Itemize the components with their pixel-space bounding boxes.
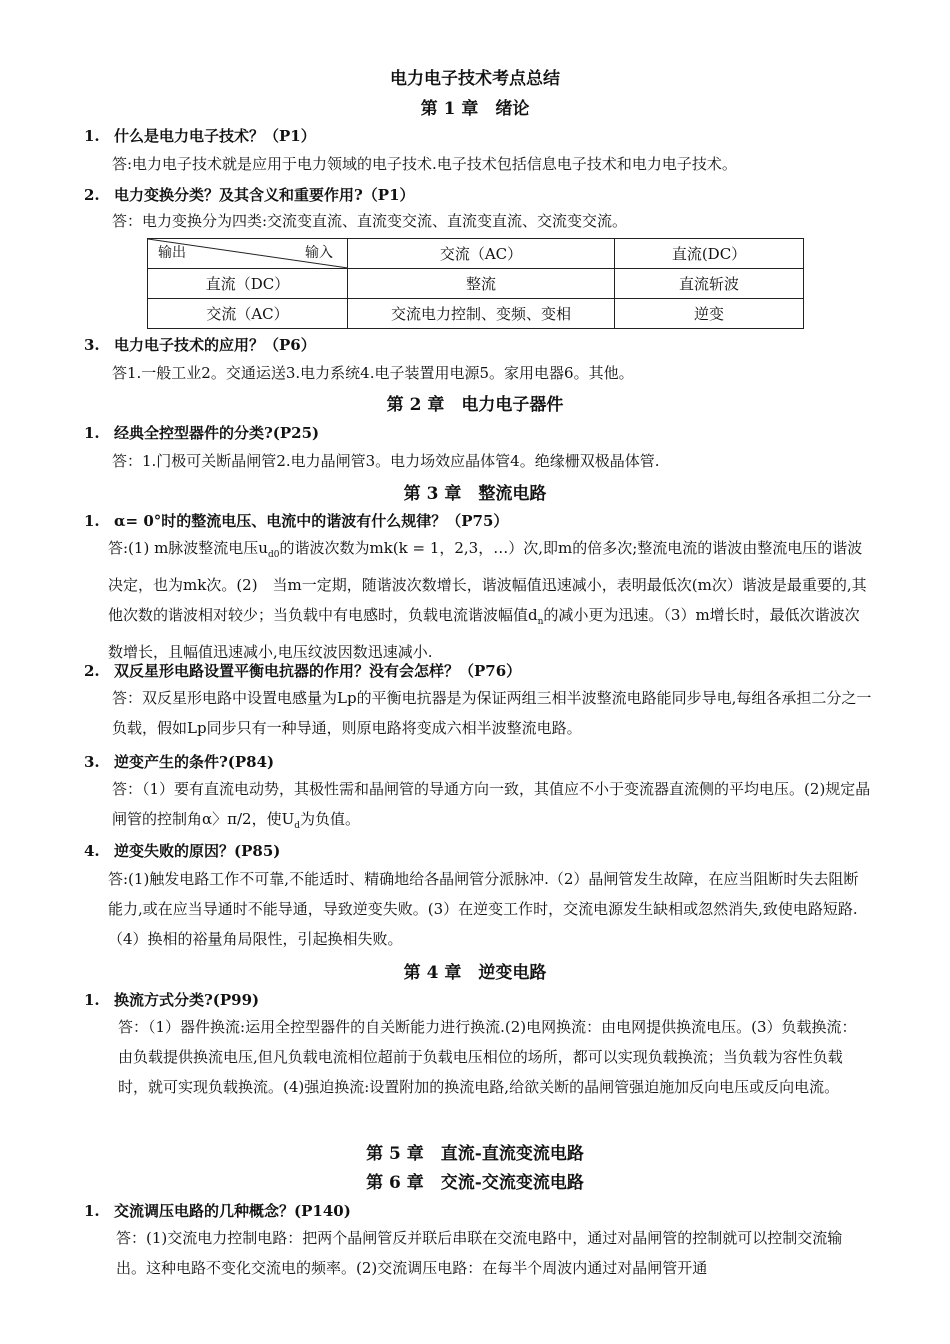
- table-cell: 直流斩波: [615, 269, 804, 299]
- document-title: 电力电子技术考点总结: [390, 69, 560, 89]
- ch3-question-3: [84, 751, 274, 772]
- question-number: 1.: [84, 424, 100, 442]
- chapter-3-heading: 第 3 章 整流电路: [403, 484, 547, 504]
- table-cell: 整流: [348, 269, 615, 299]
- ch2-answer-1: 答：1.门极可关断晶闸管2.电力晶闸管3。电力场效应晶体管4。绝缘栅双极晶体管.: [112, 452, 660, 470]
- question-number: 2.: [84, 186, 100, 204]
- question-text: α= 0°时的整流电压、电流中的谐波有什么规律？（P75）: [114, 512, 509, 530]
- question-text: 电力电子技术的应用？（P6）: [114, 336, 316, 354]
- row-label-dc: 直流（DC）: [148, 269, 348, 299]
- conversion-table: [147, 238, 804, 329]
- ch4-answer-1: 答：（1）器件换流:运用全控型器件的自关断能力进行换流.(2)电网换流：由电网提供换流电压。(3）负载换流：由负载提供换流电压,但凡负载电流相位超前于负载电压相位的场所，都可以实现负载换流；当负载为容性负载时，就可实现负载换流。(4)强迫换流:设置附加的换流电路,给欲关断的晶闸管强迫施加反向电压或反向电流。: [118, 1018, 857, 1096]
- ch3-answer-3: [112, 774, 872, 841]
- question-text: 经典全控型器件的分类?(P25): [114, 424, 320, 442]
- question-number: 1.: [84, 512, 100, 530]
- chapter-4-heading: 第 4 章 逆变电路: [403, 963, 547, 983]
- question-number: 3.: [84, 753, 100, 771]
- question-number: 4.: [84, 842, 100, 860]
- answer-text: 的减小更为迅速。（3）m增长时，最低次谐波次数增长，且幅值迅速减小,电压纹波因数迅速减小.: [108, 606, 860, 661]
- question-number: 2.: [84, 662, 100, 680]
- answer-text: 答:(1) m脉波整流电压u: [108, 539, 268, 557]
- table-cell: 逆变: [615, 299, 804, 329]
- ch3-question-4: [84, 840, 280, 861]
- question-text: 逆变产生的条件?(P84): [114, 753, 275, 771]
- ch1-answer-3: 答1.一般工业2。交通运送3.电力系统4.电子装置用电源5。家用电器6。其他。: [112, 364, 634, 382]
- ch1-question-2: [84, 184, 415, 205]
- corner-output-label: 输出: [158, 245, 186, 261]
- subscript: d: [294, 821, 300, 831]
- table-row: [148, 269, 804, 299]
- question-text: 交流调压电路的几种概念？(P140): [114, 1202, 351, 1220]
- ch3-question-2: [84, 660, 521, 681]
- question-text: 换流方式分类?(P99): [114, 991, 260, 1009]
- table-corner-cell: [148, 239, 348, 269]
- ch1-question-3: [84, 334, 316, 355]
- question-text: 双反星形电路设置平衡电抗器的作用？没有会怎样？（P76）: [114, 662, 522, 680]
- answer-text: 的谐波次数为mk(k = 1，2,3，…）次,即m的倍多次;整流电流的谐波由整流电压的谐波决定，也为mk次。(2) 当m一定期，随谐波次数增长，谐波幅值迅速减小，表明最低次(m次）谐波是最重要的,其他次数的谐波相对较少；当负载中有电感时，负载电流谐波幅值d: [108, 539, 867, 624]
- question-number: 1.: [84, 991, 100, 1009]
- answer-text: 答：（1）要有直流电动势，其极性需和晶闸管的导通方向一致，其值应不小于变流器直流侧的平均电压。(2)规定晶闸管的控制角α〉π/2，使U: [112, 780, 871, 828]
- ch3-answer-4: 答:(1)触发电路工作不可靠,不能适时、精确地给各晶闸管分派脉冲.（2）晶闸管发生故障，在应当阻断时失去阻断能力,或在应当导通时不能导通，导致逆变失败。(3）在逆变工作时，交流电源发生缺相或忽然消失,致使电路短路.（4）换相的裕量角局限性，引起换相失败。: [108, 870, 859, 948]
- ch4-question-1: [84, 989, 259, 1010]
- question-text: 逆变失败的原因？(P85): [114, 842, 281, 860]
- corner-input-label: 输入: [305, 245, 333, 261]
- subscript: n: [537, 617, 544, 627]
- chapter-2-heading: 第 2 章 电力电子器件: [386, 395, 564, 415]
- ch6-question-1: [84, 1200, 351, 1221]
- ch3-answer-1: [108, 533, 870, 667]
- chapter-5-heading: 第 5 章 直流-直流变流电路: [366, 1144, 584, 1164]
- subscript: d0: [267, 550, 280, 560]
- answer-text: 为负值。: [300, 810, 361, 828]
- question-number: 1.: [84, 1202, 100, 1220]
- ch3-question-1: [84, 510, 508, 531]
- ch1-answer-2: 答：电力变换分为四类:交流变直流、直流变交流、直流变直流、交流变交流。: [112, 212, 628, 230]
- table-header-dc: 直流(DC）: [615, 239, 804, 269]
- chapter-6-heading: 第 6 章 交流-交流变流电路: [366, 1173, 584, 1193]
- table-cell: 交流电力控制、变频、变相: [348, 299, 615, 329]
- question-number: 3.: [84, 336, 100, 354]
- table-row: [148, 299, 804, 329]
- question-text: 什么是电力电子技术？（P1）: [114, 127, 316, 145]
- row-label-ac: 交流（AC）: [148, 299, 348, 329]
- chapter-1-heading: 第 1 章 绪论: [420, 99, 530, 119]
- ch1-question-1: [84, 125, 316, 146]
- ch2-question-1: [84, 422, 319, 443]
- ch6-answer-1: 答：(1)交流电力控制电路：把两个晶闸管反并联后串联在交流电路中，通过对晶闸管的控制就可以控制交流输出。这种电路不变化交流电的频率。(2)交流调压电路：在每半个周波内通过对晶闸管开通: [116, 1229, 843, 1277]
- ch1-answer-1: 答:电力电子技术就是应用于电力领域的电子技术.电子技术包括信息电子技术和电力电子技术。: [112, 155, 737, 173]
- question-number: 1.: [84, 127, 100, 145]
- table-header-ac: 交流（AC）: [348, 239, 615, 269]
- question-text: 电力变换分类？及其含义和重要作用?（P1）: [114, 186, 415, 204]
- ch3-answer-2: 答：双反星形电路中设置电感量为Lp的平衡电抗器是为保证两组三相半波整流电路能同步导电,每组各承担二分之一负载，假如Lp同步只有一种导通，则原电路将变成六相半波整流电路。: [112, 689, 872, 737]
